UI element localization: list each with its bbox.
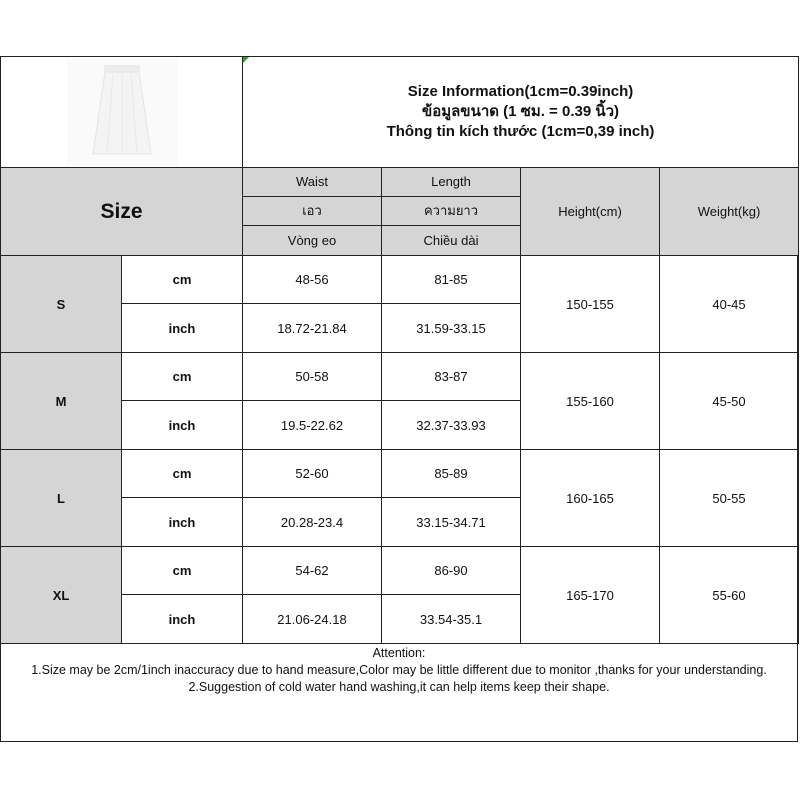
green-corner-mark [243, 57, 249, 63]
weight-value: 55-60 [660, 547, 799, 644]
waist-inch-value: 18.72-21.84 [243, 304, 382, 353]
unit-cm-label: cm [122, 256, 243, 304]
table-row [1, 450, 799, 498]
waist-header-en: Waist [243, 168, 382, 197]
attention-note-1: 1.Size may be 2cm/1inch inaccuracy due to hand measure,Color may be little different due to monitor ,thanks for your understanding. [31, 663, 767, 677]
length-header-th: ความยาว [382, 197, 521, 226]
unit-inch-label: inch [122, 401, 243, 450]
size-m-label: M [1, 353, 122, 450]
length-cm-value: 81-85 [382, 256, 521, 304]
size-l-label: L [1, 450, 122, 547]
title-english: Size Information(1cm=0.39inch) [407, 83, 634, 100]
weight-value: 50-55 [660, 450, 799, 547]
weight-value: 40-45 [660, 256, 799, 353]
height-value: 150-155 [521, 256, 660, 353]
size-s-label: S [1, 256, 122, 353]
length-inch-value: 31.59-33.15 [382, 304, 521, 353]
height-value: 155-160 [521, 353, 660, 450]
size-header-label: Size [100, 199, 143, 223]
size-xl-label: XL [1, 547, 122, 644]
title-thai: ข้อมูลขนาด (1 ซม. = 0.39 นิ้ว) [421, 103, 620, 120]
title-vietnamese: Thông tin kích thước (1cm=0,39 inch) [386, 123, 655, 140]
waist-cm-value: 54-62 [243, 547, 382, 595]
attention-note-2: 2.Suggestion of cold water hand washing,it can help items keep their shape. [188, 680, 610, 694]
length-inch-value: 33.54-35.1 [382, 595, 521, 644]
height-value: 165-170 [521, 547, 660, 644]
length-inch-value: 32.37-33.93 [382, 401, 521, 450]
length-inch-value: 33.15-34.71 [382, 498, 521, 547]
unit-cm-label: cm [122, 450, 243, 498]
product-image-cell [1, 57, 243, 168]
height-value: 160-165 [521, 450, 660, 547]
waist-cm-value: 48-56 [243, 256, 382, 304]
size-column-header [1, 168, 243, 256]
attention-notes [0, 645, 798, 696]
length-cm-value: 86-90 [382, 547, 521, 595]
size-information-title [243, 57, 799, 168]
table-row [1, 256, 799, 304]
waist-inch-value: 19.5-22.62 [243, 401, 382, 450]
waist-header-th: เอว [243, 197, 382, 226]
waist-inch-value: 20.28-23.4 [243, 498, 382, 547]
length-cm-value: 83-87 [382, 353, 521, 401]
attention-title: Attention: [372, 646, 426, 660]
waist-cm-value: 50-58 [243, 353, 382, 401]
table-row [1, 353, 799, 401]
size-chart-table [0, 56, 799, 644]
waist-inch-value: 21.06-24.18 [243, 595, 382, 644]
unit-inch-label: inch [122, 304, 243, 353]
unit-inch-label: inch [122, 498, 243, 547]
length-header-en: Length [382, 168, 521, 197]
height-header: Height(cm) [521, 168, 660, 256]
waist-cm-value: 52-60 [243, 450, 382, 498]
table-row [1, 547, 799, 595]
unit-inch-label: inch [122, 595, 243, 644]
length-header-vi: Chiều dài [382, 226, 521, 256]
weight-value: 45-50 [660, 353, 799, 450]
waist-header-vi: Vòng eo [243, 226, 382, 256]
white-pleated-skirt-icon [67, 58, 177, 166]
weight-header: Weight(kg) [660, 168, 799, 256]
unit-cm-label: cm [122, 547, 243, 595]
length-cm-value: 85-89 [382, 450, 521, 498]
unit-cm-label: cm [122, 353, 243, 401]
